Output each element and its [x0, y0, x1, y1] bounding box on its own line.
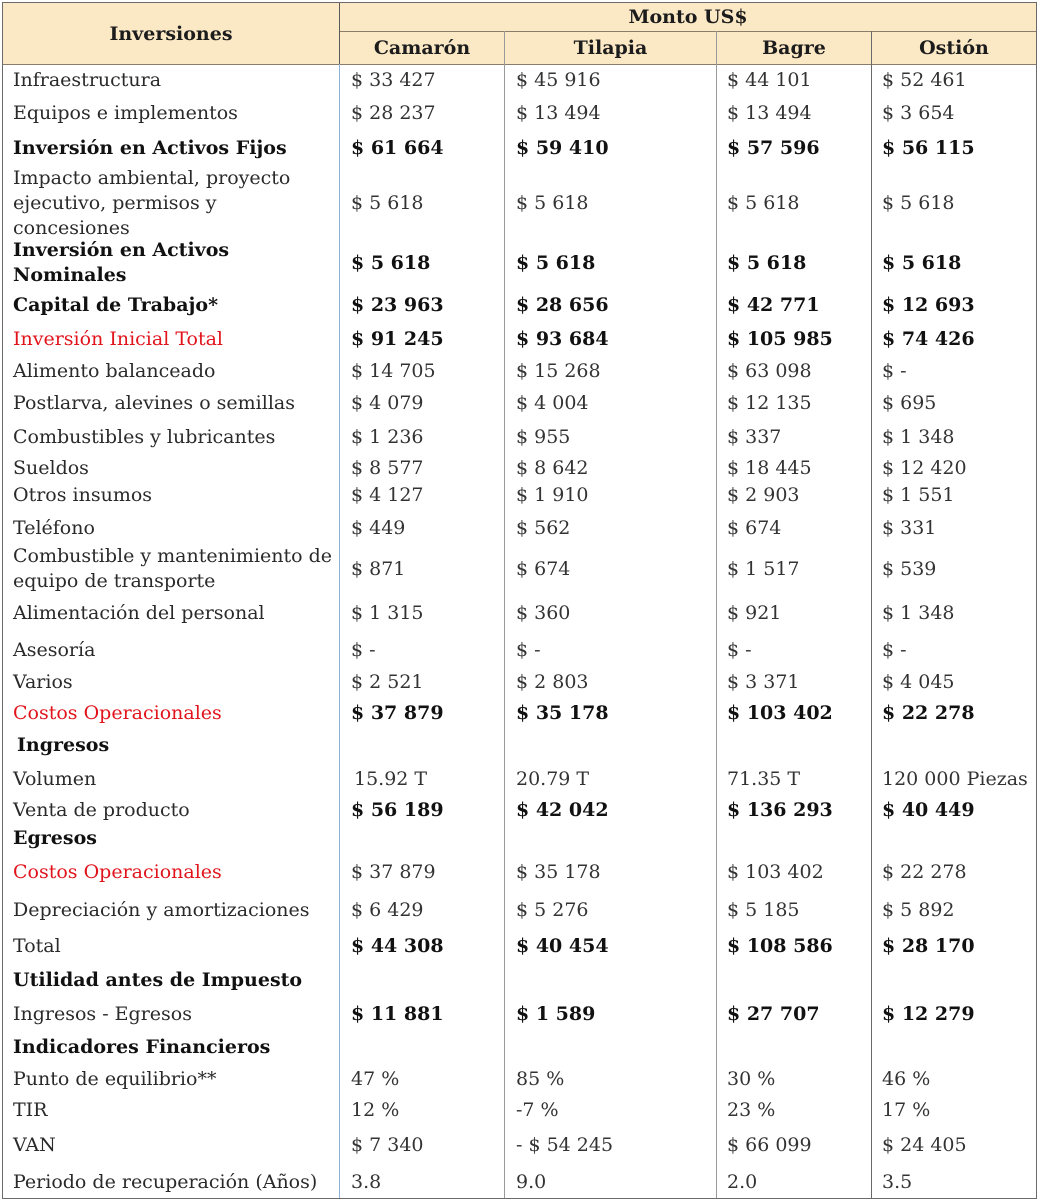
row-label: Venta de producto	[13, 798, 190, 821]
cell-value: $ 1 236	[351, 426, 424, 448]
cell-value: $ 4 079	[351, 392, 424, 414]
cell-value: $ 921	[727, 602, 782, 624]
cell-value: $ 1 551	[882, 484, 955, 506]
cell-value: $ 93 684	[516, 328, 609, 350]
row-label: Alimentación del personal	[13, 601, 265, 624]
row-label: VAN	[13, 1133, 56, 1156]
row-label: Capital de Trabajo*	[13, 293, 219, 316]
cell-value: 12 %	[351, 1099, 400, 1121]
cell-value: 23 %	[727, 1099, 776, 1121]
row-label: Volumen	[13, 767, 97, 790]
cell-value: $ 37 879	[351, 861, 436, 883]
row-label: TIR	[13, 1098, 48, 1121]
row-label: Varios	[13, 670, 73, 693]
cell-value: 9.0	[516, 1171, 547, 1193]
cell-value: $ 74 426	[882, 328, 975, 350]
cell-value: $ 35 178	[516, 861, 601, 883]
header-inversiones: Inversiones	[109, 22, 233, 45]
row-label: Punto de equilibrio**	[13, 1067, 217, 1090]
cell-value: $ 15 268	[516, 360, 601, 382]
cell-value: $ 5 618	[351, 252, 431, 274]
header-monto: Monto US$	[628, 6, 748, 28]
table-header	[3, 3, 1036, 65]
cell-value: $ 13 494	[516, 102, 601, 124]
cell-value: $ 8 642	[516, 457, 589, 479]
table-row	[3, 598, 1036, 628]
row-label: Impacto ambiental, proyecto ejecutivo, permisos y concesiones	[13, 166, 291, 239]
cell-value: $ 4 004	[516, 392, 589, 414]
table-row	[3, 667, 1036, 697]
cell-value: 20.79 T	[516, 768, 590, 790]
table-row	[3, 764, 1036, 794]
row-label: Combustibles y lubricantes	[13, 425, 276, 448]
row-label: Inversión en Activos Nominales	[13, 239, 230, 286]
cell-value: $ 91 245	[351, 328, 444, 350]
table-row	[3, 857, 1036, 887]
cell-value: $ 40 449	[882, 799, 975, 821]
cell-value: $ 3 654	[882, 102, 955, 124]
cell-value: $ 5 618	[516, 192, 589, 214]
cell-value: -7 %	[516, 1099, 559, 1121]
cell-value: $ 674	[727, 517, 782, 539]
cell-value: $ 14 705	[351, 360, 436, 382]
table-row	[3, 388, 1036, 418]
table-row	[3, 730, 1036, 760]
cell-value: $ 5 618	[516, 252, 596, 274]
table-row	[3, 965, 1036, 995]
cell-value: $ 5 618	[727, 252, 807, 274]
cell-value: $ 5 892	[882, 899, 955, 921]
cell-value: 15.92 T	[354, 768, 428, 790]
cell-value: 46 %	[882, 1068, 931, 1090]
cell-value: $ 44 308	[351, 935, 444, 957]
table-row	[3, 65, 1036, 95]
cell-value: $ 13 494	[727, 102, 812, 124]
cell-value: $ -	[516, 639, 541, 661]
row-label: Depreciación y amortizaciones	[13, 898, 310, 921]
header-camaron: Camarón	[373, 37, 471, 59]
cell-value: $ 1 517	[727, 558, 800, 580]
cell-value: 30 %	[727, 1068, 776, 1090]
cell-value: $ 22 278	[882, 861, 967, 883]
row-label: Total	[13, 934, 61, 957]
cell-value: 85 %	[516, 1068, 565, 1090]
table-row	[3, 290, 1036, 320]
cell-value: $ 6 429	[351, 899, 424, 921]
cell-value: $ 674	[516, 558, 571, 580]
table-row	[3, 98, 1036, 128]
row-label: Ingresos - Egresos	[13, 1002, 192, 1025]
row-label: Egresos	[13, 826, 97, 849]
cell-value: $ 12 420	[882, 457, 967, 479]
row-label: Ingresos	[17, 733, 110, 756]
cell-value: $ 2 521	[351, 671, 424, 693]
row-label: Asesoría	[13, 638, 96, 661]
cell-value: $ -	[351, 639, 376, 661]
cell-value: $ 12 135	[727, 392, 812, 414]
row-label: Periodo de recuperación (Años)	[13, 1170, 318, 1193]
row-label: Sueldos	[13, 456, 89, 479]
table-row	[3, 165, 1036, 241]
cell-value: $ 337	[727, 426, 782, 448]
cell-value: $ 63 098	[727, 360, 812, 382]
row-label: Infraestructura	[13, 68, 162, 91]
table-row	[3, 513, 1036, 543]
cell-value: $ 59 410	[516, 137, 609, 159]
cell-value: $ 45 916	[516, 69, 601, 91]
cell-value: 17 %	[882, 1099, 931, 1121]
cell-value: 120 000 Piezas	[882, 768, 1028, 790]
cell-value: $ 44 101	[727, 69, 812, 91]
cell-value: $ 40 454	[516, 935, 609, 957]
table-row	[3, 698, 1036, 728]
cell-value: $ 5 185	[727, 899, 800, 921]
row-label: Inversión en Activos Fijos	[13, 136, 287, 159]
cell-value: $ 1 589	[516, 1003, 596, 1025]
table-row	[3, 999, 1036, 1029]
table-row	[3, 356, 1036, 386]
cell-value: $ 105 985	[727, 328, 833, 350]
cell-value: $ 2 903	[727, 484, 800, 506]
cell-value: $ 12 693	[882, 294, 975, 316]
cell-value: $ 695	[882, 392, 937, 414]
row-label: Postlarva, alevines o semillas	[13, 391, 295, 414]
cell-value: $ 23 963	[351, 294, 444, 316]
header-tilapia: Tilapia	[573, 37, 648, 59]
cell-value: $ 1 910	[516, 484, 589, 506]
table-row	[3, 895, 1036, 925]
header-bagre: Bagre	[762, 37, 826, 59]
cell-value: $ 61 664	[351, 137, 444, 159]
cell-value: $ 11 881	[351, 1003, 444, 1025]
cell-value: $ 52 461	[882, 69, 967, 91]
cell-value: $ 1 315	[351, 602, 424, 624]
cell-value: $ 2 803	[516, 671, 589, 693]
cell-value: $ 562	[516, 517, 571, 539]
table-row	[3, 324, 1036, 354]
cell-value: 3.8	[351, 1171, 382, 1193]
cell-value: $ 37 879	[351, 702, 444, 724]
cell-value: $ 22 278	[882, 702, 975, 724]
cell-value: $ 449	[351, 517, 406, 539]
cell-value: $ 28 170	[882, 935, 975, 957]
cell-value: $ 42 771	[727, 294, 820, 316]
cell-value: $ 5 618	[882, 252, 962, 274]
row-label: Alimento balanceado	[13, 359, 216, 382]
cell-value: $ 4 045	[882, 671, 955, 693]
cell-value: $ 136 293	[727, 799, 833, 821]
cell-value: $ 56 189	[351, 799, 444, 821]
cell-value: 2.0	[727, 1171, 758, 1193]
cell-value: $ 27 707	[727, 1003, 820, 1025]
cell-value: $ 12 279	[882, 1003, 975, 1025]
table-row	[3, 543, 1036, 595]
cell-value: 47 %	[351, 1068, 400, 1090]
row-label: Costos Operacionales	[13, 701, 222, 724]
cell-value: $ 56 115	[882, 137, 975, 159]
cell-value: $ 28 656	[516, 294, 609, 316]
cell-value: $ 1 348	[882, 426, 955, 448]
row-label: Teléfono	[13, 516, 95, 539]
table-row	[3, 239, 1036, 287]
cell-value: $ 5 618	[351, 192, 424, 214]
table-row	[3, 482, 1036, 508]
cell-value: $ 5 618	[727, 192, 800, 214]
table-row	[3, 1095, 1036, 1125]
cell-value: 71.35 T	[727, 768, 801, 790]
table-row	[3, 1064, 1036, 1094]
row-label: Utilidad antes de Impuesto	[13, 968, 303, 991]
cell-value: $ 24 405	[882, 1134, 967, 1156]
cell-value: $ 42 042	[516, 799, 609, 821]
table-row	[3, 1032, 1036, 1062]
cell-value: - $ 54 245	[516, 1134, 614, 1156]
cell-value: $ 8 577	[351, 457, 424, 479]
table-row	[3, 133, 1036, 163]
cell-value: $ 35 178	[516, 702, 609, 724]
cell-value: $ -	[882, 360, 907, 382]
cell-value: $ 871	[351, 558, 406, 580]
cell-value: $ 3 371	[727, 671, 800, 693]
cell-value: $ 18 445	[727, 457, 812, 479]
cell-value: $ 33 427	[351, 69, 436, 91]
cell-value: $ 4 127	[351, 484, 424, 506]
row-label: Costos Operacionales	[13, 860, 222, 883]
cell-value: $ 103 402	[727, 702, 833, 724]
row-label: Equipos e implementos	[13, 101, 238, 124]
cell-value: $ 57 596	[727, 137, 820, 159]
table-row	[3, 635, 1036, 665]
row-label: Combustible y mantenimiento de equipo de transporte	[13, 545, 333, 592]
cell-value: 3.5	[882, 1171, 913, 1193]
cell-value: $ 331	[882, 517, 937, 539]
table-row	[3, 825, 1036, 851]
cell-value: $ 539	[882, 558, 937, 580]
cell-value: $ 103 402	[727, 861, 824, 883]
table-row	[3, 1130, 1036, 1160]
cell-value: $ 5 618	[882, 192, 955, 214]
cell-value: $ 28 237	[351, 102, 436, 124]
financial-table	[2, 2, 1037, 1199]
cell-value: $ 955	[516, 426, 571, 448]
cell-value: $ -	[882, 639, 907, 661]
cell-value: $ 5 276	[516, 899, 589, 921]
cell-value: $ 7 340	[351, 1134, 424, 1156]
cell-value: $ 66 099	[727, 1134, 812, 1156]
header-ostion: Ostión	[919, 37, 989, 59]
table-row	[3, 795, 1036, 825]
cell-value: $ 360	[516, 602, 571, 624]
row-label: Otros insumos	[13, 483, 153, 506]
row-label: Indicadores Financieros	[13, 1035, 271, 1058]
table-row	[3, 422, 1036, 452]
cell-value: $ 108 586	[727, 935, 833, 957]
cell-value: $ -	[727, 639, 752, 661]
table-row	[3, 931, 1036, 961]
cell-value: $ 1 348	[882, 602, 955, 624]
row-label: Inversión Inicial Total	[13, 327, 224, 350]
table-row	[3, 1167, 1036, 1197]
table-row	[3, 455, 1036, 481]
